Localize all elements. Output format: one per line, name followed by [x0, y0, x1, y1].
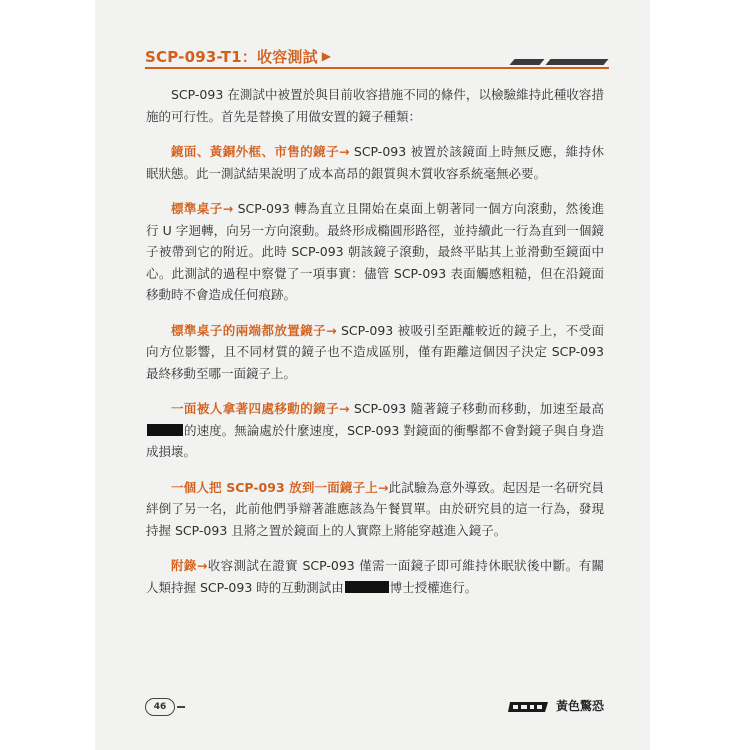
page-number: 46: [145, 698, 175, 716]
redaction-bar: [147, 424, 183, 436]
brand-name: 黃色驚恐: [556, 699, 605, 713]
play-arrow-icon: ▶: [321, 49, 332, 63]
footer-divider: [177, 706, 185, 708]
header-rule: [145, 67, 609, 69]
test-label: 一面被人拿著四處移動的鏡子→: [171, 401, 350, 416]
paragraph-appendix: 附錄→收容測試在證實 SCP-093 僅需一面鏡子即可維持休眠狀後中斷。有關人類持握 SCP-093 時的互動測試由 博士授權進行。: [146, 558, 604, 595]
redaction-bar: [345, 581, 389, 593]
article-body: [146, 84, 604, 612]
page-number-badge: [145, 698, 185, 716]
test-label: 標準桌子→: [171, 201, 234, 216]
series-logo-icon: [508, 699, 550, 713]
paragraph-test-5: 一個人把 SCP-093 放到一面鏡子上→此試驗為意外導致。起因是一名研究員絆倒了另一名，此前他們爭辯著誰應該為午餐買單。由於研究員的這一行為，發現持握 SCP-093 且將之置於鏡面上的人實際上將能穿越進入鏡子。: [146, 479, 604, 538]
test-label: 附錄→: [171, 558, 208, 573]
header-decoration-bar: [509, 59, 544, 65]
section-title: SCP-093-T1：收容測試: [145, 47, 318, 66]
paragraph-test-4: 一面被人拿著四處移動的鏡子→ SCP-093 隨著鏡子移動而移動，加速至最高的速度。無論處於什麼速度，SCP-093 對鏡面的衝擊都不會對鏡子與自身造成損壞。: [146, 401, 604, 459]
test-label: 標準桌子的兩端都放置鏡子→: [171, 322, 337, 338]
test-label: 鏡面、黃銅外框、市售的鏡子→: [171, 144, 350, 159]
test-label: 一個人把 SCP-093 放到一面鏡子上→: [171, 479, 389, 495]
paragraph-test-1: 鏡面、黃銅外框、市售的鏡子→ SCP-093 被置於該鏡面上時無反應，維持休眠狀態。此一測試結果說明了成本高昂的銀質與木質收容系統毫無必要。: [146, 144, 604, 181]
footer-brand: [508, 697, 604, 714]
section-header: [145, 44, 331, 68]
paragraph-intro: SCP-093 在測試中被置於與目前收容措施不同的條件，以檢驗維持此種收容措施的可行性。首先是替換了用做安置的鏡子種類：: [146, 87, 604, 124]
paragraph-test-3: 標準桌子的兩端都放置鏡子→ SCP-093 被吸引至距離較近的鏡子上，不受面向方位影響，且不同材質的鏡子也不造成區別，僅有距離這個因子決定 SCP-093 最終移動至哪一面鏡子上。: [146, 322, 604, 381]
paragraph-test-2: 標準桌子→ SCP-093 轉為直立且開始在桌面上朝著同一個方向滾動，然後進行 U 字迴轉，向另一方向滾動。最終形成橢圓形路徑，並持續此一行為直到一個鏡子被帶到它的附近。此時 SCP-093 朝該鏡子滾動，最終平貼其上並滑動至鏡面中心。此測試的過程中察覺了一項事實：儘管 SCP-093 表面觸感粗糙，但在沿鏡面移動時不會造成任何痕跡。: [146, 201, 604, 302]
header-decoration-bar: [545, 59, 608, 65]
